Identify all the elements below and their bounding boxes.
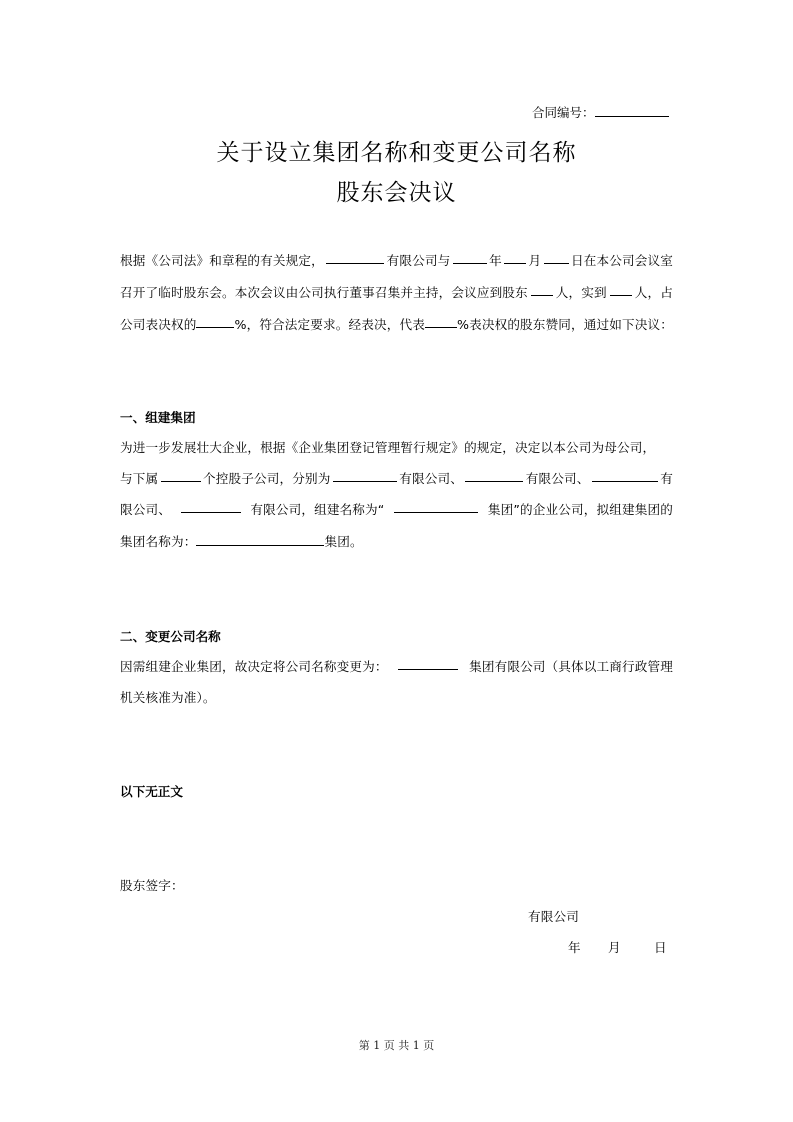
intro-line-2 [120,282,673,301]
intro-text: 根据《公司法》和章程的有关规定， [120,253,324,268]
subsidiary-3-blank[interactable] [592,468,658,482]
signature-day: 日 [654,940,667,955]
contract-number [532,103,669,121]
section1-line-2 [120,468,673,487]
intro-text: 月 [528,253,542,268]
section1-text: 集团”的企业公司，拟组建集团的 [487,502,673,517]
section1-text: 与下属 [120,471,159,486]
section1-text: 有限公司、 [399,471,463,486]
intro-text: 日在本公司会议室 [571,253,673,268]
month-blank[interactable] [504,250,526,264]
subsidiary-count-blank[interactable] [161,468,201,482]
group-full-name-blank[interactable] [196,532,324,546]
section1-text: 个控股子公司，分别为 [203,471,331,486]
signature-company: 有限公司 [528,909,579,924]
intro-text: %表决权的股东赞同，通过如下决议： [456,317,673,332]
section2-line-2: 机关核准为准）。 [120,690,216,705]
section1-text: 集团。 [324,534,363,549]
section1-text: 限公司、 [120,502,171,517]
section1-text: 为进一步发展壮大企业，根据《企业集团登记管理暂行规定》的规定，决定以本公司为母公司， [120,440,656,455]
intro-text: 人，实到 [555,285,607,300]
shareholder-signature-label: 股东签字： [120,878,184,893]
subsidiary-1-blank[interactable] [333,468,397,482]
subsidiary-2-blank[interactable] [465,468,523,482]
contract-number-blank[interactable] [595,103,669,117]
section1-line-1 [120,437,673,456]
voting-rights-blank[interactable] [196,314,234,328]
section2-heading: 二、变更公司名称 [120,629,221,644]
intro-text: 年 [489,253,502,268]
document-title-line2: 股东会决议 [336,180,457,206]
section1-text: 集团名称为： [120,534,197,549]
signature-month: 月 [608,940,621,955]
signature-year: 年 [568,940,581,955]
section1-line-3 [120,499,673,518]
subsidiary-4-blank[interactable] [181,499,241,513]
section2-text: 集团有限公司（具体以工商行政管理 [469,659,673,674]
section1-text: 有限公司，组建名称为“ [250,502,385,517]
day-blank[interactable] [544,250,569,264]
section2-text: 因需组建企业集团，故决定将公司名称变更为： [120,659,388,674]
end-note: 以下无正文 [120,784,183,799]
section1-heading: 一、组建集团 [120,410,196,425]
document-title-line1: 关于设立集团名称和变更公司名称 [216,140,577,166]
approving-rights-blank[interactable] [425,314,457,328]
section1-line-4 [120,531,363,550]
new-company-name-blank[interactable] [398,656,458,670]
section1-text: 有限公司、 [525,471,590,486]
intro-text: 有限公司与 [386,253,451,268]
section1-text: 有 [660,471,673,486]
company-name-blank[interactable] [326,250,384,264]
page-footer: 第 1 页 共 1 页 [358,1039,435,1052]
group-name-blank[interactable] [394,499,478,513]
expected-shareholders-blank[interactable] [531,282,553,296]
contract-number-label: 合同编号： [532,105,595,120]
intro-line-1 [120,250,673,269]
intro-line-3 [120,314,673,333]
section2-line-1 [120,656,673,675]
intro-text: %，符合法定要求。经表决，代表 [234,317,425,332]
intro-text: 公司表决权的 [120,317,197,332]
year-blank[interactable] [453,250,487,264]
attending-shareholders-blank[interactable] [610,282,632,296]
intro-text: 人，占 [634,285,673,300]
intro-text: 召开了临时股东会。本次会议由公司执行董事召集并主持，会议应到股东 [120,285,528,300]
